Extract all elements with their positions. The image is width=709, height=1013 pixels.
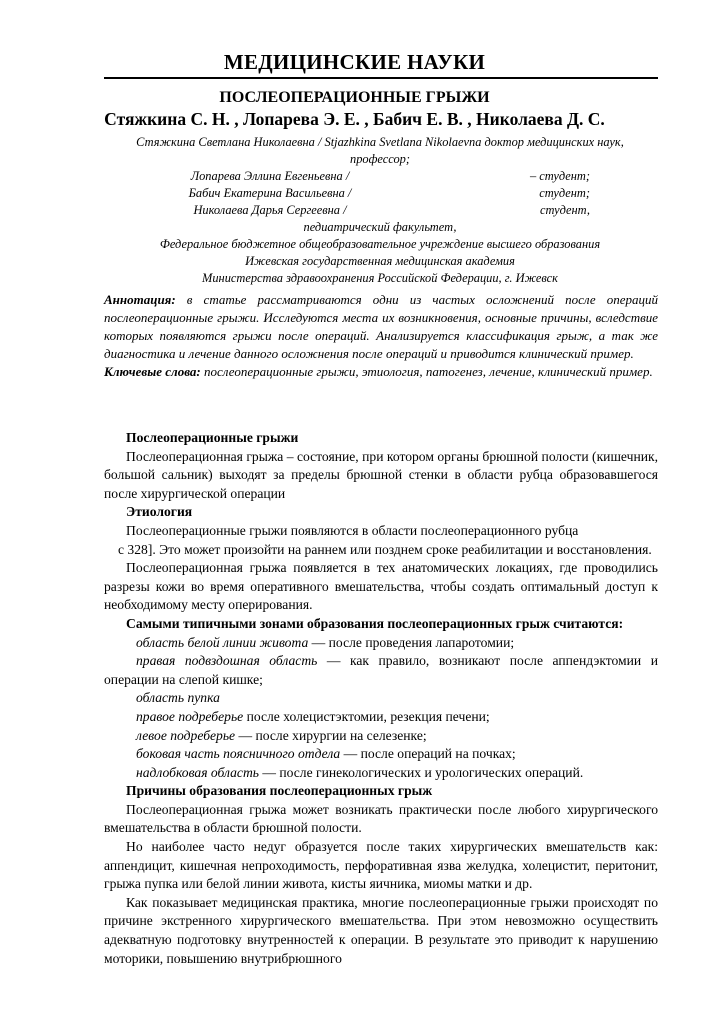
paragraph: с 328]. Это может произойти на раннем или позднем сроке реабилитации и восстановления. [118,541,652,557]
organization-line: Федеральное бюджетное общеобразовательное учреждение высшего образования [159,237,601,251]
faculty-line: педиатрический факультет, [303,220,457,234]
affiliation-line: Стяжкина Светлана Николаевна / Stjazhkina Svetlana Nikolaevna доктор медицинских наук, [136,135,624,149]
list-term: надлобковая область [136,764,259,780]
list-term: боковая часть поясничного отдела [136,746,341,762]
author-role: студент; [539,186,590,200]
section-heading: Этиология [126,504,193,520]
abstract-paragraph [104,291,658,363]
abstract-block [104,291,658,381]
article-title: ПОСЛЕОПЕРАЦИОННЫЕ ГРЫЖИ [219,89,490,106]
abstract-text: в статье рассматриваются одни из частых осложнений после операций послеоперационные грыжи. Исследуются места их возникновения, основные причины, вследствие которых появляются грыжи после операций. Анализируется классификация грыж, а так же диагностика и лечение данного осложнения после операций и приводится клинический пример. [104,292,658,361]
list-item [104,727,658,746]
list-text: после холецистэктомии, резекция печени; [243,708,490,724]
author-name: Николаева Дарья Сергеевна / [193,203,347,217]
author-role: студент, [539,203,590,217]
paragraph: Послеоперационная грыжа появляется в тех анатомических локациях, где проводились разрезы кожи во время оперативного вмешательства, чтобы создать оптимальный доступ к необходимому месту оперирования. [104,560,658,613]
paragraph: Послеоперационные грыжи появляются в области послеоперационного рубца [126,522,579,538]
zones-heading: Самыми типичными зонами образования послеоперационных грыж считаются: [126,615,624,631]
list-item [104,652,658,689]
list-text: — после хирургии на селезенке; [235,727,427,743]
list-term: правое подреберье [136,708,244,724]
keywords-text: послеоперационные грыжи, этиология, патогенез, лечение, клинический пример. [200,364,653,379]
list-item [104,745,658,764]
article-body [104,429,658,968]
list-term: правая подвздошная область [136,653,318,669]
abstract-label: Аннотация: [104,292,176,307]
list-text: — после гинекологических и урологических операций. [258,764,584,780]
affiliation-line: профессор; [350,152,410,166]
author-name: Бабич Екатерина Васильевна / [188,186,352,200]
organization-line: Ижевская государственная медицинская академия [245,254,515,268]
keywords-label: Ключевые слова: [104,364,201,379]
list-item [104,689,658,708]
author-role: – студент; [529,169,590,183]
list-term: левое подреберье [136,727,236,743]
author-row [100,185,660,202]
author-row [100,202,660,219]
affiliation-block [100,134,660,287]
list-text: — после операций на почках; [340,746,516,762]
list-text: — как правило, возникают после аппендэктомии и операции на слепой кишке; [104,653,658,687]
paragraph: Но наиболее часто недуг образуется после таких хирургических вмешательств как: аппендицит, кишечная непроходимость, перфоративная язва желудка, холецистит, перитонит, грыжа пупка или белой линии живота, кисты яичника, миомы матки и др. [104,839,658,892]
journal-section-title: МЕДИЦИНСКИЕ НАУКИ [223,50,486,74]
list-text: — после проведения лапаротомии; [308,634,515,650]
keywords-paragraph [104,363,658,381]
list-item [104,764,658,783]
header-rule [104,77,658,79]
author-row [100,168,660,185]
paragraph: Послеоперационная грыжа – состояние, при котором органы брюшной полости (кишечник, большой сальник) выходят за пределы брюшной стенки в области рубца образовавшегося после хирургической операции [104,448,658,501]
author-name: Лопарева Эллина Евгеньевна / [190,169,350,183]
list-item [104,634,658,653]
paragraph: Послеоперационная грыжа может возникать практически после любого хирургического вмешательства в области брюшной полости. [104,801,658,836]
section-heading: Причины образования послеоперационных грыж [126,783,433,799]
section-heading: Послеоперационные грыжи [126,430,299,445]
paragraph: Как показывает медицинская практика, многие послеоперационные грыжи происходят по причине экстренного хирургического вмешательства. При этом невозможно осуществить адекватную подготовку внутренностей к операции. В результате это приводит к нарушению моторики, повышению внутрибрюшного [104,894,658,966]
list-item [104,708,658,727]
list-term: область белой линии живота [136,634,309,650]
list-term: область пупка [136,690,220,706]
organization-line: Министерства здравоохранения Российской Федерации, г. Ижевск [202,271,558,285]
authors-line: Стяжкина С. Н. , Лопарева Э. Е. , Бабич Е. В. , Николаева Д. С. [104,109,605,129]
